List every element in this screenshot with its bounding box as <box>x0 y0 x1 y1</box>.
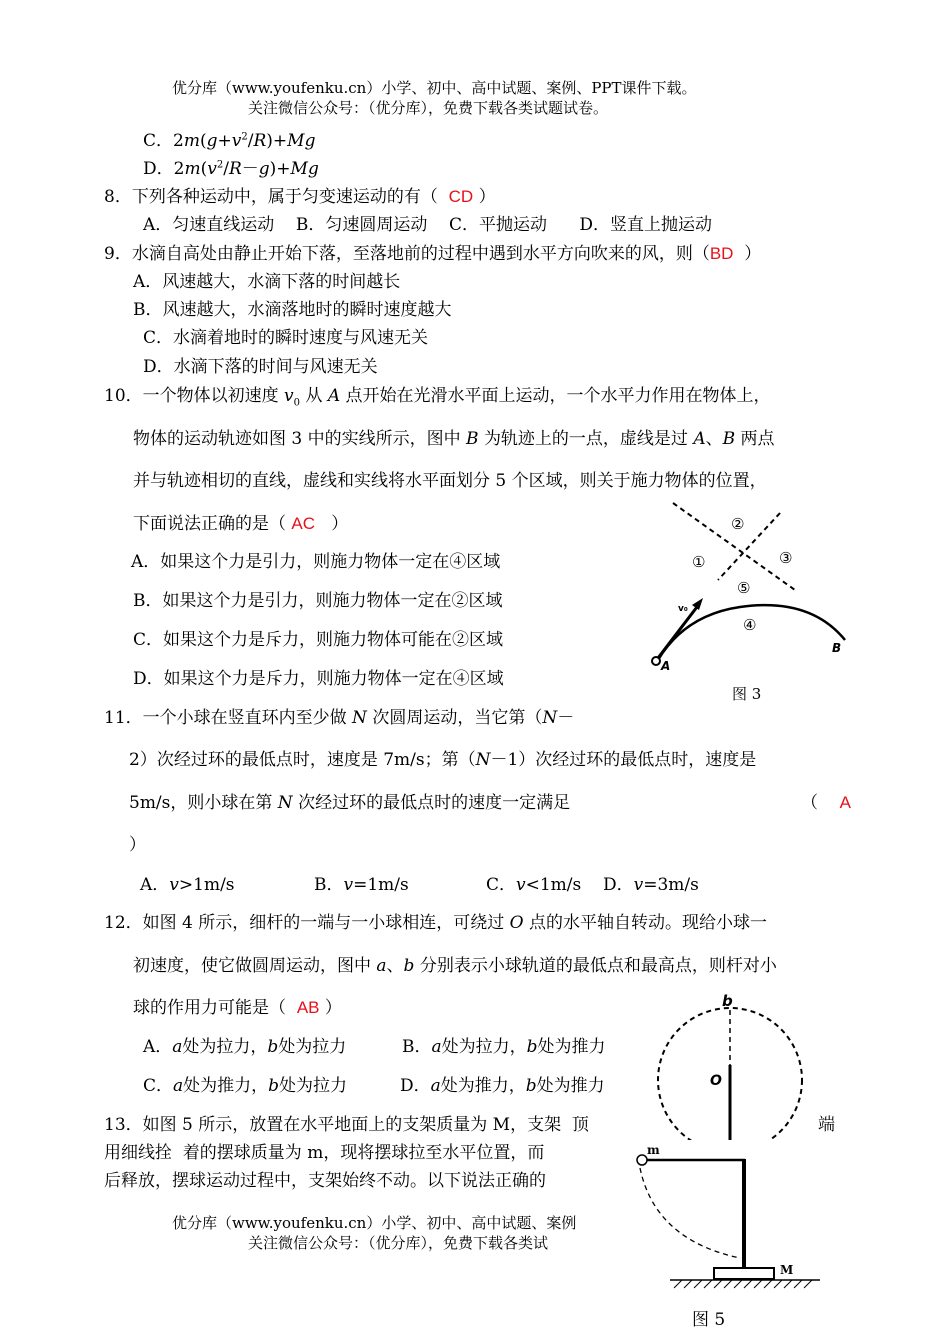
fig3-region-2: ② <box>731 515 745 533</box>
footer-line-2: 关注微信公众号：（优分库），免费下载各类试 <box>248 1234 549 1252</box>
fig5-label-bigm: M <box>780 1263 794 1277</box>
q11-close: ） <box>129 835 146 855</box>
fig3-label-b: B <box>832 641 842 655</box>
fig4-label-o: O <box>710 1073 722 1089</box>
fig5-swing-path <box>640 1168 740 1258</box>
q11-option-d: D．v=3m/s <box>603 875 699 895</box>
q11-option-a: A．v>1m/s <box>140 875 235 895</box>
q12-option-c: C．a处为推力，b处为拉力 <box>143 1076 348 1096</box>
q11-option-c: C．v<1m/s <box>486 875 582 895</box>
q7-option-c: C．$2m(g+v^2/R)+Mg$ <box>143 131 316 151</box>
q12-answer: AB <box>296 998 320 1017</box>
q8-answer: CD <box>448 187 474 206</box>
q12-line-3: 球的作用力可能是（ AB ） <box>133 998 342 1018</box>
q12-option-b: B．a处为拉力，b处为推力 <box>402 1037 606 1057</box>
fig5-ground-hatch <box>674 1280 812 1288</box>
q8-options: A．匀速直线运动 B．匀速圆周运动 C．平抛运动 D．竖直上抛运动 <box>143 215 713 235</box>
q12-option-a: A．a处为拉力，b处为拉力 <box>143 1037 347 1057</box>
fig4-label-b: b <box>722 992 733 1010</box>
q10-line-4: 下面说法正确的是（ AC ） <box>133 514 349 534</box>
q12-line-1: 12．如图 4 所示，细杆的一端与一小球相连，可绕过 O 点的水平轴自转动。现给小球一 <box>104 913 768 933</box>
q9-stem: 9．水滴自高处由静止开始下落，至落地前的过程中遇到水平方向吹来的风，则（BD ） <box>104 244 762 264</box>
q10-line-1: 10．一个物体以初速度 $v_0$ 从 A 点开始在光滑水平面上运动，一个水平力作用在物体上， <box>104 386 771 409</box>
q10-option-b: B．如果这个力是引力，则施力物体一定在②区域 <box>133 591 503 611</box>
q10-option-c: C．如果这个力是斥力，则施力物体可能在②区域 <box>133 630 504 650</box>
q11-line-2: 2）次经过环的最低点时，速度是 7m/s；第（N－1）次经过环的最低点时，速度是 <box>129 750 757 770</box>
fig3-region-4: ④ <box>743 616 757 634</box>
fig3-region-5: ⑤ <box>737 579 751 597</box>
fig3-region-1: ① <box>692 553 706 571</box>
figure-5-caption: 图 5 <box>692 1310 726 1330</box>
footer-line-1: 优分库（www.youfenku.cn）小学、初中、高中试题、案例 <box>172 1214 577 1232</box>
q12-option-d: D．a处为推力，b处为推力 <box>400 1076 605 1096</box>
q13-line-1-end: 端 <box>818 1115 835 1135</box>
q9-option-d: D．水滴下落的时间与风速无关 <box>143 357 378 377</box>
q11-line-1: 11．一个小球在竖直环内至少做 N 次圆周运动，当它第（N－ <box>104 708 575 728</box>
figure-3 <box>640 495 860 685</box>
q13-line-1: 13．如图 5 所示，放置在水平地面上的支架质量为 M，支架 顶 <box>104 1115 589 1135</box>
q12-line-2: 初速度，使它做圆周运动，图中 a、b 分别表示小球轨道的最低点和最高点，则杆对小 <box>133 956 777 976</box>
q13-line-2: 用细线拴 着的摆球质量为 m，现将摆球拉至水平位置，而 <box>104 1143 545 1163</box>
figure-3-caption: 图 3 <box>732 685 762 703</box>
q9-option-c: C．水滴着地时的瞬时速度与风速无关 <box>143 328 429 348</box>
fig3-point-a <box>652 657 660 665</box>
q9-option-a: A．风速越大，水滴下落的时间越长 <box>133 272 401 292</box>
figure-5 <box>630 1140 830 1300</box>
q11-answer: A <box>839 793 851 812</box>
fig3-tangent-b <box>718 513 780 580</box>
fig3-region-3: ③ <box>779 549 793 567</box>
q9-option-b: B．风速越大，水滴落地时的瞬时速度越大 <box>133 300 452 320</box>
q11-option-b: B．v=1m/s <box>314 875 409 895</box>
q9-answer: BD <box>709 244 734 263</box>
q8-stem: 8．下列各种运动中，属于匀变速运动的有（ CD ） <box>104 187 496 207</box>
header-line-2: 关注微信公众号：（优分库），免费下载各类试题试卷。 <box>248 99 609 117</box>
q10-line-3: 并与轨迹相切的直线，虚线和实线将水平面划分 5 个区域，则关于施力物体的位置， <box>133 471 767 491</box>
q7-option-d: D．$2m(v^2/R-g)+Mg$ <box>143 159 319 179</box>
q11-line-3: 5m/s，则小球在第 N 次经过环的最低点时的速度一定满足 <box>129 793 571 813</box>
fig5-ball <box>637 1155 647 1165</box>
q13-line-3: 后释放，摆球运动过程中，支架始终不动。以下说法正确的 <box>104 1171 546 1191</box>
q10-option-a: A．如果这个力是引力，则施力物体一定在④区域 <box>131 552 501 572</box>
fig5-base <box>714 1268 774 1279</box>
fig5-label-m: m <box>647 1143 660 1157</box>
header-line-1: 优分库（www.youfenku.cn）小学、初中、高中试题、案例、PPT课件下载。 <box>172 79 697 97</box>
fig3-label-v0: v₀ <box>678 604 688 614</box>
figure-4 <box>650 990 810 1140</box>
q10-answer: AC <box>291 514 316 533</box>
q11-paren: （ A <box>801 793 851 813</box>
fig3-label-a: A <box>661 659 671 673</box>
q10-line-2: 物体的运动轨迹如图 3 中的实线所示，图中 B 为轨迹上的一点，虚线是过 A、B 两点 <box>133 429 775 449</box>
q10-option-d: D．如果这个力是斥力，则施力物体一定在④区域 <box>133 669 504 689</box>
